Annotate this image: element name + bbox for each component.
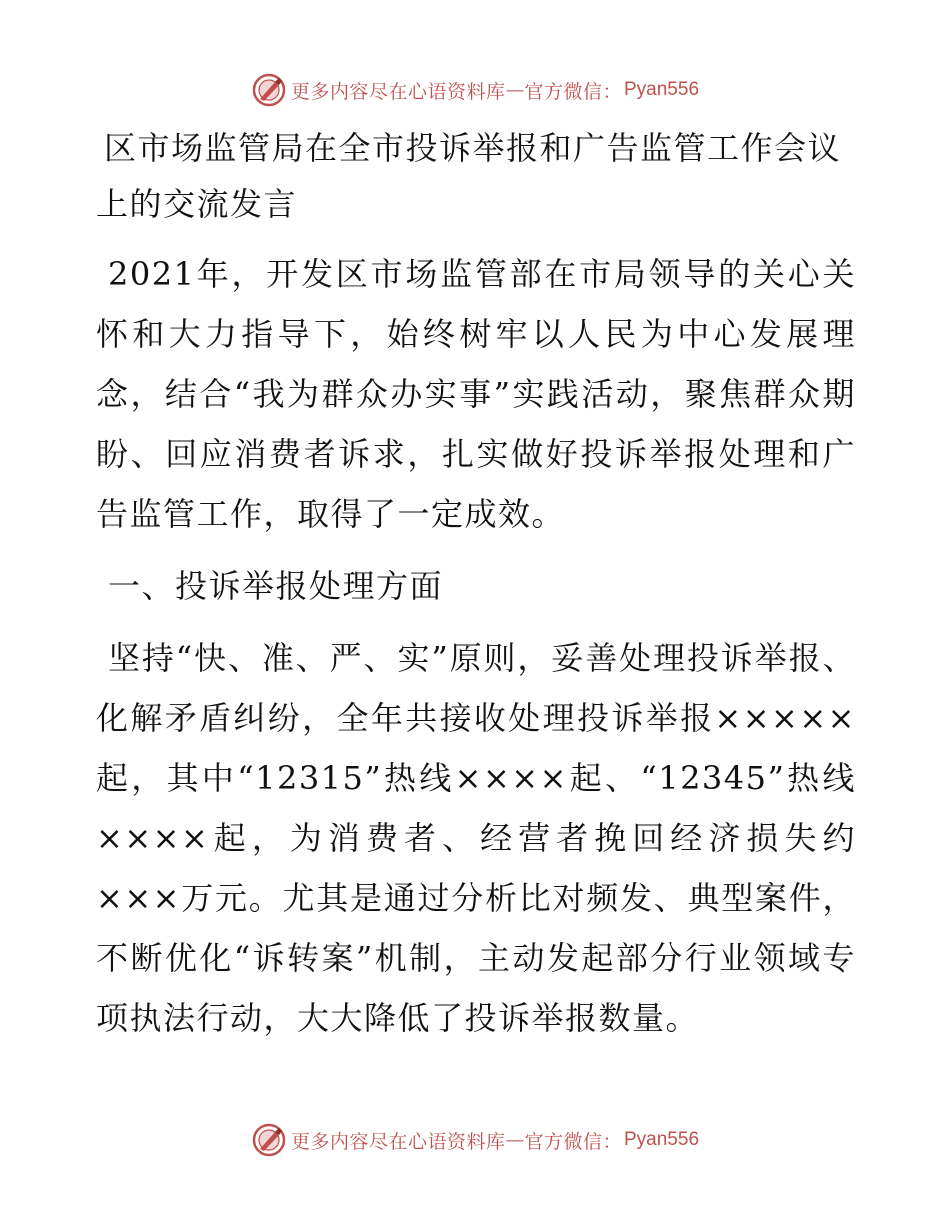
pen-seal-logo-icon: [251, 72, 287, 108]
pen-seal-logo-icon: [251, 1122, 287, 1158]
watermark-separator: —: [505, 79, 525, 101]
watermark-channel: 官方微信：: [524, 1130, 622, 1153]
document-title: 区市场监管局在全市投诉举报和广告监管工作会议上的交流发言: [96, 129, 842, 223]
watermark-account: Pyan556: [624, 1129, 700, 1150]
watermark-account: Pyan556: [624, 79, 700, 100]
watermark-brand: 更多内容尽在心语资料库: [290, 80, 506, 103]
watermark-brand: 更多内容尽在心语资料库: [290, 1130, 506, 1153]
intro-paragraph: 2021年，开发区市场监管部在市局领导的关心关怀和大力指导下，始终树牢以人民为中心发展理念，结合“我为群众办实事”实践活动，聚焦群众期盼、回应消费者诉求，扎实做好投诉举报处理和广告监管工作，取得了一定成效。: [96, 255, 856, 533]
header-watermark: [0, 70, 950, 110]
section-heading-complaints: 一、投诉举报处理方面: [108, 567, 444, 605]
watermark-channel: 官方微信：: [524, 80, 622, 103]
footer-watermark: [0, 1120, 950, 1160]
watermark-separator: —: [505, 1129, 525, 1151]
section-body-complaints: 坚持“快、准、严、实”原则，妥善处理投诉举报、化解矛盾纠纷，全年共接收处理投诉举报×××××起，其中“12315”热线××××起、“12345”热线××××起，为消费者、经营者挽回经济损失约×××万元。尤其是通过分析比对频发、典型案件，不断优化“诉转案”机制，主动发起部分行业领域专项执法行动，大大降低了投诉举报数量。: [96, 639, 856, 1037]
document-body: [96, 120, 856, 1048]
